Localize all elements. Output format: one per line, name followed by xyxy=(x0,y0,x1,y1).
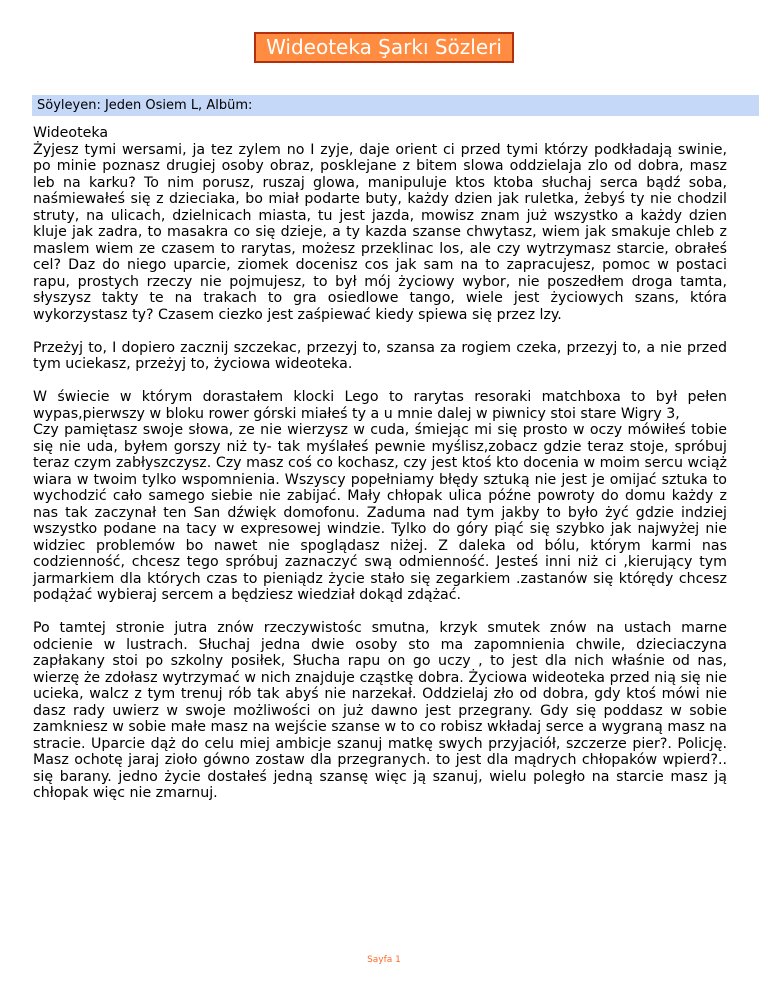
song-info-bar: Söyleyen: Jeden Osiem L, Albüm: xyxy=(32,95,759,116)
page-title: Wideoteka Şarkı Sözleri xyxy=(254,32,514,63)
lyrics-body xyxy=(33,125,727,818)
lyrics-paragraph-4: Po tamtej stronie jutra znów rzeczywistośc smutna, krzyk smutek znów na ustach marne odcienie w lustrach. Słuchaj jedna dwie osoby sto ma zapomnienia chwile, dzieciaczyna zapłakany stoi po szkolny posiłek, Słucha rapu on go uczy , to jest dla nich właśnie od nas, wierzę że zdołasz wytrzymać w nich znajduje cząstkę dobra. Życiowa wideoteka przed nią się nie ucieka, walcz z tym trenuj rób tak abyś nie narzekał. Oddzielaj zło od dobra, gdy ktoś mówi nie dasz rady uwierz w swoje możliwości on już dawno jest przegrany. Gdy się poddasz w sobie zamkniesz w sobie małe masz na wejście szanse w to co robisz wkładaj serce a wygraną masz na stracie. Uparcie dąż do celu miej ambicje szanuj matkę swych przyjaciół, szczerze pier?. Policję. Masz ochotę jaraj zioło gówno zostaw dla przegranych. to jest dla mądrych chłopaków wpierd?.. się barany. jedno życie dostałeś jedną szansę więc ją szanuj, wielu poległo na starcie masz ją chłopak więc nie zmarnuj. xyxy=(33,620,727,801)
lyrics-paragraph-1: Wideoteka Żyjesz tymi wersami, ja tez zylem no I zyje, daje orient ci przed tymi którzy podkładają swinie, po minie poznasz drugiej osoby obraz, posklejane z bitem slowa oddzielaja zlo od dobra, masz leb na karku? To nim porusz, ruszaj glowa, manipuluje ktos ktoba słuchaj serca bądź soba, naśmiewałeś się z dzieciaka, bo miał podarte buty, każdy dzien jak ruletka, żebyś ty nie chodzil struty, na ulicach, dzielnicach miasta, tu jest jazda, mowisz znam już wszystko a każdy dzien kluje jak zadra, to masakra co się dzieje, a ty kazda szanse chwytasz, wiem jak smakuje chleb z maslem wiem ze czasem to rarytas, możesz przeklinac los, ale czy wytrzymasz starcie, obrałeś cel? Daz do niego uparcie, ziomek docenisz cos jak sam na to zapracujesz, pomoc w postaci rapu, prostych rzeczy nie pojmujesz, to był mój życiowy wybor, nie poszedłem droga tamta, słyszysz takty te na trakach to gra osiedlowe tango, wiele jest życiowych szans, która wykorzystasz ty? Czasem ciezko jest zaśpiewać kiedy spiewa się przez lzy. xyxy=(33,125,727,323)
page-number: Sayfa 1 xyxy=(367,955,401,965)
lyrics-paragraph-2: Przeżyj to, I dopiero zacznij szczekac, przezyj to, szansa za rogiem czeka, przezyj to, a nie przed tym uciekasz, przeżyj to, życiowa wideoteka. xyxy=(33,339,727,372)
title-container xyxy=(0,32,768,63)
lyrics-paragraph-3: W świecie w którym dorastałem klocki Lego to rarytas resoraki matchboxa to był pełen wypas,pierwszy w bloku rower górski miałeś ty a u mnie dalej w piwnicy stoi stare Wigry 3, Czy pamiętasz swoje słowa, ze nie wierzysz w cuda, śmiejąc mi się prosto w oczy mówiłeś tobie się nie uda, byłem gorszy niż ty- tak myślałeś pewnie myślisz,zobacz gdzie teraz stoje, spróbuj teraz czym zabłyszczysz. Czy masz coś co kochasz, czy jest ktoś kto docenia w moim sercu wciąż wiara w twoim tylko wspomnienia. Wszyscy popełniamy błędy sztuką nie jest je omijać sztuka to wychodzić cało samego siebie nie zabijać. Mały chłopak ulica późne powroty do domu każdy z nas tak zaczynał ten San dźwięk domofonu. Zaduma nad tym jakby to było żyć gdzie indziej wszystko podane na tacy w expresowej windzie. Tylko do góry piąć się szybko jak najwyżej nie widziec problemów bo nawet nie spoglądasz niżej. Z daleka od bólu, którym karmi nas codzienność, chcesz tego spróbuj zaznaczyć swą odmienność. Jesteś inni niż ci ,kierujący tym jarmarkiem dla których czas to pieniądz życie stało się zegarkiem .zastanów się którędy chcesz podążać wybieraj sercem a będziesz wiedział dokąd zdążać. xyxy=(33,389,727,603)
